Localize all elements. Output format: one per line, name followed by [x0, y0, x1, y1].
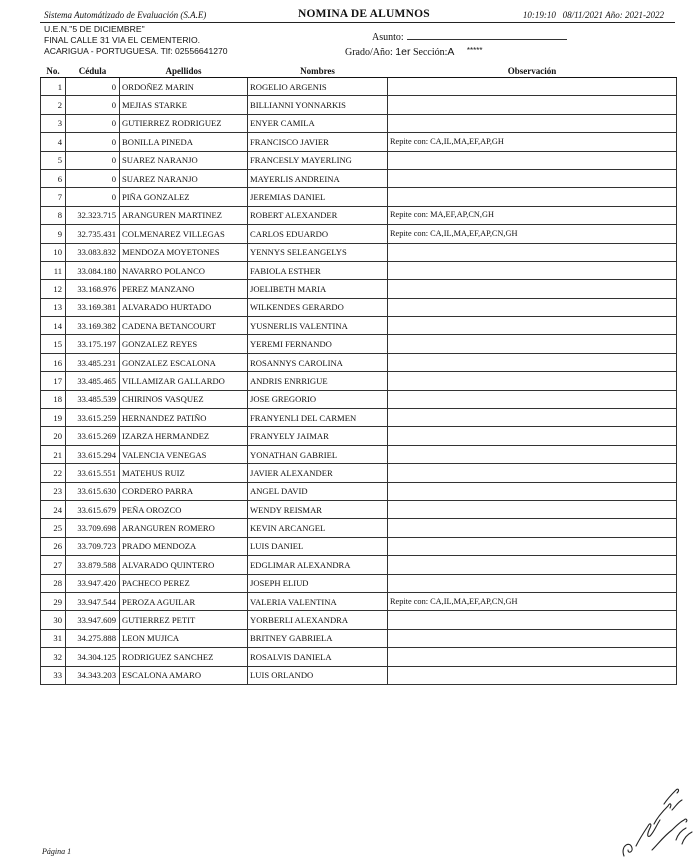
table-row: [41, 133, 677, 151]
row-observacion: [388, 409, 677, 427]
row-cedula: 34.343.203: [66, 666, 120, 684]
row-number: 19: [41, 409, 66, 427]
row-number: 31: [41, 629, 66, 647]
row-cedula: 33.169.382: [66, 317, 120, 335]
table-row: [41, 574, 677, 592]
row-number: 26: [41, 537, 66, 555]
table-row: [41, 648, 677, 666]
row-number: 29: [41, 592, 66, 610]
row-apellidos: ARANGUREN MARTINEZ: [120, 206, 248, 224]
col-observacion: Observación: [388, 64, 677, 78]
row-observacion: [388, 335, 677, 353]
row-observacion: [388, 482, 677, 500]
table-row: [41, 298, 677, 316]
table-row: [41, 169, 677, 187]
row-cedula: 0: [66, 169, 120, 187]
table-row: [41, 537, 677, 555]
row-apellidos: CORDERO PARRA: [120, 482, 248, 500]
row-number: 17: [41, 372, 66, 390]
row-number: 3: [41, 114, 66, 132]
table-row: [41, 151, 677, 169]
row-number: 7: [41, 188, 66, 206]
row-observacion: [388, 611, 677, 629]
row-cedula: 34.275.888: [66, 629, 120, 647]
table-row: [41, 482, 677, 500]
row-apellidos: PEÑA OROZCO: [120, 500, 248, 518]
row-cedula: 33.615.259: [66, 409, 120, 427]
asunto-line: [407, 30, 567, 40]
school-year: 2021-2022: [625, 10, 664, 20]
row-apellidos: SUAREZ NARANJO: [120, 151, 248, 169]
row-cedula: 32.323.715: [66, 206, 120, 224]
row-apellidos: PACHECO PEREZ: [120, 574, 248, 592]
row-cedula: 34.304.125: [66, 648, 120, 666]
row-apellidos: MEJIAS STARKE: [120, 96, 248, 114]
row-cedula: 33.175.197: [66, 335, 120, 353]
report-meta: [523, 10, 664, 20]
table-row: [41, 427, 677, 445]
row-nombres: MAYERLIS ANDREINA: [248, 169, 388, 187]
row-number: 4: [41, 133, 66, 151]
table-row: [41, 445, 677, 463]
header-rule: [40, 22, 675, 23]
row-nombres: JOSEPH ELIUD: [248, 574, 388, 592]
table-row: [41, 225, 677, 243]
row-cedula: 32.735.431: [66, 225, 120, 243]
row-apellidos: ESCALONA AMARO: [120, 666, 248, 684]
row-observacion: [388, 114, 677, 132]
row-number: 2: [41, 96, 66, 114]
row-nombres: FRANCISCO JAVIER: [248, 133, 388, 151]
asunto-label: Asunto:: [372, 32, 404, 43]
table-row: [41, 666, 677, 684]
row-number: 10: [41, 243, 66, 261]
row-nombres: YONATHAN GABRIEL: [248, 445, 388, 463]
row-nombres: LUIS DANIEL: [248, 537, 388, 555]
row-cedula: 33.709.698: [66, 519, 120, 537]
row-cedula: 33.485.465: [66, 372, 120, 390]
row-number: 27: [41, 556, 66, 574]
row-cedula: 33.169.381: [66, 298, 120, 316]
col-apellidos: Apellidos: [120, 64, 248, 78]
table-row: [41, 317, 677, 335]
row-nombres: WENDY REISMAR: [248, 500, 388, 518]
row-number: 18: [41, 390, 66, 408]
asunto-field: [372, 30, 567, 43]
report-header: [44, 8, 664, 22]
table-header-row: [41, 64, 677, 78]
row-observacion: [388, 519, 677, 537]
row-nombres: JEREMIAS DANIEL: [248, 188, 388, 206]
row-number: 22: [41, 464, 66, 482]
row-observacion: [388, 445, 677, 463]
seccion-label: Sección:: [412, 47, 448, 58]
row-apellidos: MATEHUS RUIZ: [120, 464, 248, 482]
row-observacion: Repite con: CA,IL,MA,EF,AP,CN,GH: [388, 225, 677, 243]
row-apellidos: GUTIERREZ PETIT: [120, 611, 248, 629]
row-apellidos: HERNANDEZ PATIÑO: [120, 409, 248, 427]
row-number: 1: [41, 78, 66, 96]
col-cedula: Cédula: [66, 64, 120, 78]
row-apellidos: ARANGUREN ROMERO: [120, 519, 248, 537]
row-cedula: 33.947.544: [66, 592, 120, 610]
row-cedula: 0: [66, 78, 120, 96]
row-observacion: [388, 280, 677, 298]
year-label: Año:: [605, 10, 623, 20]
row-nombres: JOELIBETH MARIA: [248, 280, 388, 298]
row-nombres: ROGELIO ARGENIS: [248, 78, 388, 96]
row-cedula: 33.615.679: [66, 500, 120, 518]
row-apellidos: GONZALEZ ESCALONA: [120, 353, 248, 371]
row-number: 15: [41, 335, 66, 353]
school-address: FINAL CALLE 31 VIA EL CEMENTERIO.: [44, 35, 201, 45]
row-nombres: JAVIER ALEXANDER: [248, 464, 388, 482]
row-observacion: Repite con: CA,IL,MA,EF,AP,GH: [388, 133, 677, 151]
row-nombres: YUSNERLIS VALENTINA: [248, 317, 388, 335]
table-row: [41, 390, 677, 408]
page-number: Página 1: [42, 847, 72, 856]
row-nombres: WILKENDES GERARDO: [248, 298, 388, 316]
row-apellidos: ALVARADO HURTADO: [120, 298, 248, 316]
row-observacion: [388, 666, 677, 684]
row-observacion: [388, 317, 677, 335]
row-apellidos: CADENA BETANCOURT: [120, 317, 248, 335]
table-row: [41, 611, 677, 629]
row-nombres: ROBERT ALEXANDER: [248, 206, 388, 224]
row-nombres: ANDRIS ENRRIGUE: [248, 372, 388, 390]
row-observacion: [388, 188, 677, 206]
row-observacion: [388, 298, 677, 316]
row-cedula: 0: [66, 96, 120, 114]
row-nombres: VALERIA VALENTINA: [248, 592, 388, 610]
row-observacion: [388, 427, 677, 445]
row-cedula: 33.168.976: [66, 280, 120, 298]
report-date: 08/11/2021: [562, 10, 603, 20]
row-cedula: 33.615.294: [66, 445, 120, 463]
row-nombres: YEREMI FERNANDO: [248, 335, 388, 353]
school-city-phone: ACARIGUA - PORTUGUESA. Tlf: 02556641270: [44, 46, 228, 56]
table-row: [41, 261, 677, 279]
grado-value: 1er: [395, 46, 411, 58]
row-observacion: [388, 556, 677, 574]
table-row: [41, 592, 677, 610]
row-nombres: CARLOS EDUARDO: [248, 225, 388, 243]
row-number: 8: [41, 206, 66, 224]
row-cedula: 33.879.588: [66, 556, 120, 574]
row-nombres: ROSANNYS CAROLINA: [248, 353, 388, 371]
stars-mark: *****: [466, 46, 483, 55]
row-nombres: BRITNEY GABRIELA: [248, 629, 388, 647]
row-apellidos: MENDOZA MOYETONES: [120, 243, 248, 261]
row-apellidos: NAVARRO POLANCO: [120, 261, 248, 279]
row-nombres: YENNYS SELEANGELYS: [248, 243, 388, 261]
row-observacion: [388, 629, 677, 647]
row-observacion: [388, 78, 677, 96]
row-observacion: [388, 151, 677, 169]
row-cedula: 33.485.539: [66, 390, 120, 408]
row-number: 20: [41, 427, 66, 445]
table-row: [41, 629, 677, 647]
row-observacion: [388, 169, 677, 187]
row-number: 28: [41, 574, 66, 592]
row-cedula: 0: [66, 151, 120, 169]
col-no: No.: [41, 64, 66, 78]
row-nombres: BILLIANNI YONNARKIS: [248, 96, 388, 114]
row-cedula: 33.709.723: [66, 537, 120, 555]
row-nombres: FABIOLA ESTHER: [248, 261, 388, 279]
table-row: [41, 500, 677, 518]
row-cedula: 33.947.609: [66, 611, 120, 629]
row-cedula: 33.485.231: [66, 353, 120, 371]
table-row: [41, 114, 677, 132]
row-nombres: FRANYENLI DEL CARMEN: [248, 409, 388, 427]
row-observacion: [388, 372, 677, 390]
row-cedula: 33.615.630: [66, 482, 120, 500]
row-number: 13: [41, 298, 66, 316]
row-number: 11: [41, 261, 66, 279]
row-nombres: FRANYELY JAIMAR: [248, 427, 388, 445]
row-observacion: [388, 390, 677, 408]
table-row: [41, 243, 677, 261]
row-apellidos: VILLAMIZAR GALLARDO: [120, 372, 248, 390]
row-apellidos: PRADO MENDOZA: [120, 537, 248, 555]
row-apellidos: ALVARADO QUINTERO: [120, 556, 248, 574]
row-cedula: 33.615.269: [66, 427, 120, 445]
row-apellidos: VALENCIA VENEGAS: [120, 445, 248, 463]
row-number: 21: [41, 445, 66, 463]
row-nombres: KEVIN ARCANGEL: [248, 519, 388, 537]
col-nombres: Nombres: [248, 64, 388, 78]
report-time: 10:19:10: [522, 10, 556, 20]
row-number: 32: [41, 648, 66, 666]
table-row: [41, 188, 677, 206]
table-row: [41, 464, 677, 482]
row-observacion: [388, 353, 677, 371]
row-nombres: JOSE GREGORIO: [248, 390, 388, 408]
row-cedula: 0: [66, 114, 120, 132]
report-title: NOMINA DE ALUMNOS: [298, 8, 430, 20]
row-observacion: [388, 243, 677, 261]
row-observacion: [388, 537, 677, 555]
row-cedula: 33.947.420: [66, 574, 120, 592]
row-cedula: 0: [66, 188, 120, 206]
row-nombres: YORBERLI ALEXANDRA: [248, 611, 388, 629]
row-observacion: [388, 574, 677, 592]
row-number: 33: [41, 666, 66, 684]
row-apellidos: LEON MUJICA: [120, 629, 248, 647]
school-name: U.E.N."5 DE DICIEMBRE": [44, 24, 145, 34]
row-nombres: EDGLIMAR ALEXANDRA: [248, 556, 388, 574]
row-apellidos: SUAREZ NARANJO: [120, 169, 248, 187]
row-cedula: 33.083.832: [66, 243, 120, 261]
table-row: [41, 519, 677, 537]
system-name: Sistema Automátizado de Evaluación (S.A.E): [44, 10, 207, 20]
row-number: 25: [41, 519, 66, 537]
row-apellidos: CHIRINOS VASQUEZ: [120, 390, 248, 408]
row-apellidos: RODRIGUEZ SANCHEZ: [120, 648, 248, 666]
row-apellidos: IZARZA HERMANDEZ: [120, 427, 248, 445]
row-number: 30: [41, 611, 66, 629]
row-observacion: Repite con: CA,IL,MA,EF,AP,CN,GH: [388, 592, 677, 610]
row-apellidos: PIÑA GONZALEZ: [120, 188, 248, 206]
seccion-value: A: [447, 46, 455, 58]
row-observacion: [388, 648, 677, 666]
row-number: 14: [41, 317, 66, 335]
row-observacion: Repite con: MA,EF,AP,CN,GH: [388, 206, 677, 224]
grade-section: [345, 46, 483, 58]
table-row: [41, 206, 677, 224]
table-row: [41, 78, 677, 96]
row-apellidos: PEREZ MANZANO: [120, 280, 248, 298]
row-number: 6: [41, 169, 66, 187]
student-table: [40, 64, 677, 685]
row-observacion: [388, 500, 677, 518]
table-row: [41, 372, 677, 390]
row-number: 9: [41, 225, 66, 243]
table-body: [41, 78, 677, 685]
table-row: [41, 96, 677, 114]
row-apellidos: PEROZA AGUILAR: [120, 592, 248, 610]
table-row: [41, 353, 677, 371]
signature-scribble: [606, 780, 696, 857]
row-observacion: [388, 464, 677, 482]
row-number: 16: [41, 353, 66, 371]
row-cedula: 0: [66, 133, 120, 151]
table-row: [41, 409, 677, 427]
row-nombres: ENYER CAMILA: [248, 114, 388, 132]
row-number: 23: [41, 482, 66, 500]
row-nombres: ROSALVIS DANIELA: [248, 648, 388, 666]
table-row: [41, 280, 677, 298]
row-nombres: ANGEL DAVID: [248, 482, 388, 500]
row-number: 24: [41, 500, 66, 518]
row-apellidos: ORDOÑEZ MARIN: [120, 78, 248, 96]
row-number: 12: [41, 280, 66, 298]
row-cedula: 33.084.180: [66, 261, 120, 279]
row-apellidos: GONZALEZ REYES: [120, 335, 248, 353]
handwritten-signature: [606, 780, 696, 857]
row-number: 5: [41, 151, 66, 169]
row-apellidos: COLMENAREZ VILLEGAS: [120, 225, 248, 243]
row-nombres: FRANCESLY MAYERLING: [248, 151, 388, 169]
row-apellidos: GUTIERREZ RODRIGUEZ: [120, 114, 248, 132]
row-apellidos: BONILLA PINEDA: [120, 133, 248, 151]
row-observacion: [388, 261, 677, 279]
grado-label: Grado/Año:: [345, 47, 393, 58]
row-cedula: 33.615.551: [66, 464, 120, 482]
table-row: [41, 556, 677, 574]
row-observacion: [388, 96, 677, 114]
row-nombres: LUIS ORLANDO: [248, 666, 388, 684]
school-info: [44, 24, 228, 57]
table-row: [41, 335, 677, 353]
